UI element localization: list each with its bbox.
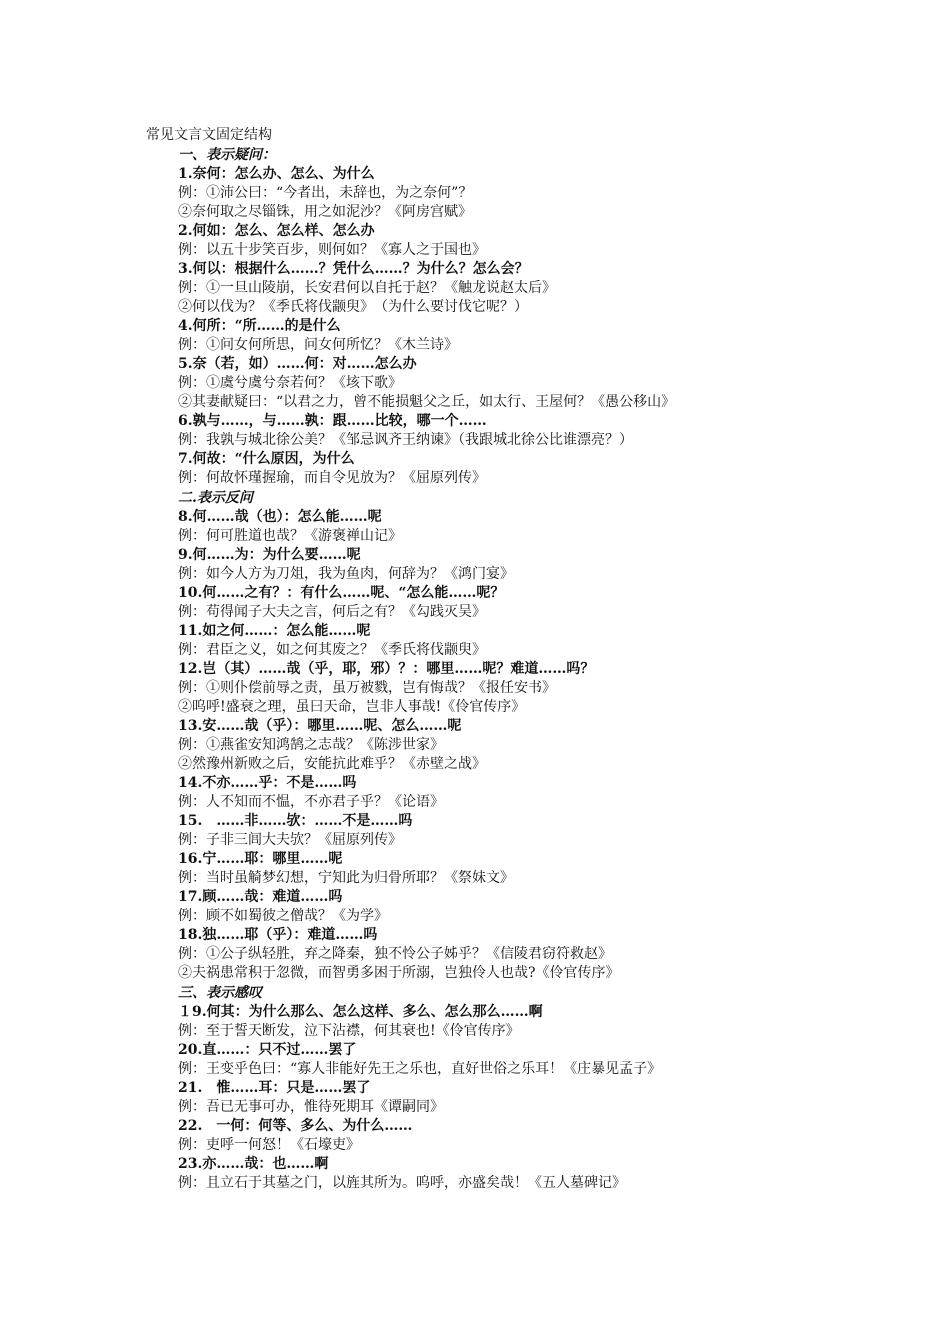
entry-example: 例：以五十步笑百步，则何如？《寡人之于国也》 [178, 242, 486, 258]
entry-heading: 4.何所：“所……的是什么 [178, 318, 341, 334]
entry-heading: 23.亦……哉：也……啊 [178, 1156, 329, 1172]
structure-entry [178, 508, 846, 546]
structure-entry [178, 584, 846, 622]
structure-entry [178, 1041, 846, 1079]
entry-heading: 14.不亦……乎：不是……吗 [178, 775, 357, 791]
entry-example: ②然豫州新败之后，安能抗此难乎？《赤壁之战》 [178, 756, 486, 772]
entry-example: 例：顾不如蜀彼之僧哉？《为学》 [178, 908, 388, 924]
entry-heading: 21. 惟……耳：只是……罢了 [178, 1080, 371, 1096]
entry-example: 例：苟得闻子大夫之言，何后之有？《勾践灭吴》 [178, 604, 486, 620]
section-heading: 一、表示疑问： [178, 147, 276, 163]
entry-example: 例：如今人方为刀俎，我为鱼肉，何辞为？《鸿门宴》 [178, 566, 514, 582]
entry-heading: 18.独……耶（乎）：难道……吗 [178, 927, 378, 943]
entry-heading: 11.如之何……：怎么能……呢 [178, 623, 371, 639]
entry-heading: 17.顾……哉：难道……吗 [178, 889, 343, 905]
structure-entry [178, 774, 846, 812]
entry-example: 例：何故怀瑾握瑜，而自令见放为？《屈原列传》 [178, 470, 486, 486]
entry-example: 例：何可胜道也哉？《游褒禅山记》 [178, 528, 402, 544]
entry-example: 例：吏呼一何怒！《石壕吏》 [178, 1137, 360, 1153]
entry-heading: １9.何其：为什么那么、怎么这样、多么、怎么那么……啊 [178, 1004, 543, 1020]
structure-entry [178, 888, 846, 926]
entry-heading: 12.岂（其）……哉（乎，耶，邪）？：哪里……呢？难道……吗？ [178, 661, 595, 677]
document-body [146, 125, 846, 1193]
structure-entry [178, 717, 846, 774]
structure-entry [178, 450, 846, 488]
structure-entry [178, 260, 846, 317]
structure-entry [178, 660, 846, 717]
entry-example: 例：①问女何所思，问女何所忆？《木兰诗》 [178, 337, 458, 353]
entry-heading: 10.何……之有？：有什么……呢、“怎么能……呢？ [178, 585, 505, 601]
entry-heading: 1.奈何：怎么办、怎么、为什么 [178, 166, 375, 182]
section-heading: 二.表示反问 [178, 490, 253, 506]
entry-example: 例：①沛公曰：“今者出，未辞也，为之奈何”？ [178, 185, 473, 201]
entry-heading: 7.何故：“什么原因，为什么 [178, 451, 355, 467]
entry-example: 例：至于誓天断发，泣下沾襟，何其衰也!《伶官传序》 [178, 1023, 520, 1039]
entry-heading: 9.何……为：为什么要……呢 [178, 547, 361, 563]
structure-entry [178, 355, 846, 412]
entry-example: ②何以伐为？《季氏将伐颛臾》 （为什么要讨伐它呢？） [178, 299, 528, 315]
entry-heading: 2.何如：怎么、怎么样、怎么办 [178, 223, 375, 239]
entry-example: ②呜呼!盛衰之理，虽曰天命，岂非人事哉!《伶官传序》 [178, 699, 526, 715]
structure-entry [178, 926, 846, 983]
structure-entry [178, 222, 846, 260]
entry-example: 例：子非三闾大夫欤？《屈原列传》 [178, 832, 402, 848]
entry-example: 例：①公子纵轻胜，弃之降秦，独不怜公子姊乎？《信陵君窃符救赵》 [178, 946, 612, 962]
entry-heading: 8.何……哉（也）：怎么能……呢 [178, 509, 382, 525]
structure-entry [178, 412, 846, 450]
document-title: 常见文言文固定结构 [146, 127, 272, 143]
entry-example: ②其妻献疑曰：“以君之力，曾不能损魁父之丘，如太行、王屋何？《愚公移山》 [178, 394, 676, 410]
entry-example: 例：君臣之义，如之何其废之？《季氏将伐颛臾》 [178, 642, 486, 658]
entry-example: 例：且立石于其墓之门，以旌其所为。呜呼，亦盛矣哉！《五人墓碑记》 [178, 1175, 626, 1191]
entry-example: 例：我孰与城北徐公美？《邹忌讽齐王纳谏》（我跟城北徐公比谁漂亮？） [178, 432, 633, 448]
entry-example: 例：①虞兮虞兮奈若何？《垓下歌》 [178, 375, 402, 391]
entry-heading: 16.宁……耶：哪里……呢 [178, 851, 343, 867]
entry-example: 例：王变乎色曰：“寡人非能好先王之乐也，直好世俗之乐耳！《庄暴见孟子》 [178, 1061, 662, 1077]
entry-example: 例：吾已无事可办，惟待死期耳《谭嗣同》 [178, 1099, 444, 1115]
structure-entry [178, 1155, 846, 1193]
entry-example: ②夫祸患常积于忽微，而智勇多困于所溺，岂独伶人也哉?《伶官传序》 [178, 965, 620, 981]
entry-heading: 3.何以：根据什么……？凭什么……？为什么？怎么会？ [178, 261, 529, 277]
structure-entry [178, 850, 846, 888]
structure-entry [178, 1003, 846, 1041]
entry-heading: 5.奈（若，如）……何：对……怎么办 [178, 356, 417, 372]
entry-heading: 15. ……非……欤：……不是……吗 [178, 813, 413, 829]
entry-example: 例：①燕雀安知鸿鹄之志哉？《陈涉世家》 [178, 737, 444, 753]
entry-example: 例：①则仆偿前辱之责，虽万被戮，岂有悔哉？《报任安书》 [178, 680, 556, 696]
entry-heading: 22. 一何：何等、多么、为什么…… [178, 1118, 413, 1134]
entry-example: 例：当时虽觭梦幻想，宁知此为归骨所耶？《祭妹文》 [178, 870, 514, 886]
structure-entry [178, 317, 846, 355]
structure-entry [178, 1117, 846, 1155]
structure-entry [178, 165, 846, 222]
entry-heading: 13.安……哉（乎）：哪里……呢、怎么……呢 [178, 718, 462, 734]
entry-example: 例：人不知而不愠，不亦君子乎？《论语》 [178, 794, 444, 810]
structure-entry [178, 812, 846, 850]
structure-entry [178, 622, 846, 660]
entry-example: 例：①一旦山陵崩，长安君何以自托于赵？《触龙说赵太后》 [178, 280, 556, 296]
entry-heading: 20.直……：只不过……罢了 [178, 1042, 357, 1058]
section-heading: 三、表示感叹 [178, 985, 262, 1001]
structure-entry [178, 1079, 846, 1117]
entry-example: ②奈何取之尽锱铢，用之如泥沙？《阿房宫赋》 [178, 204, 472, 220]
structure-entry [178, 546, 846, 584]
entry-heading: 6.孰与……，与……孰：跟……比较，哪一个…… [178, 413, 487, 429]
